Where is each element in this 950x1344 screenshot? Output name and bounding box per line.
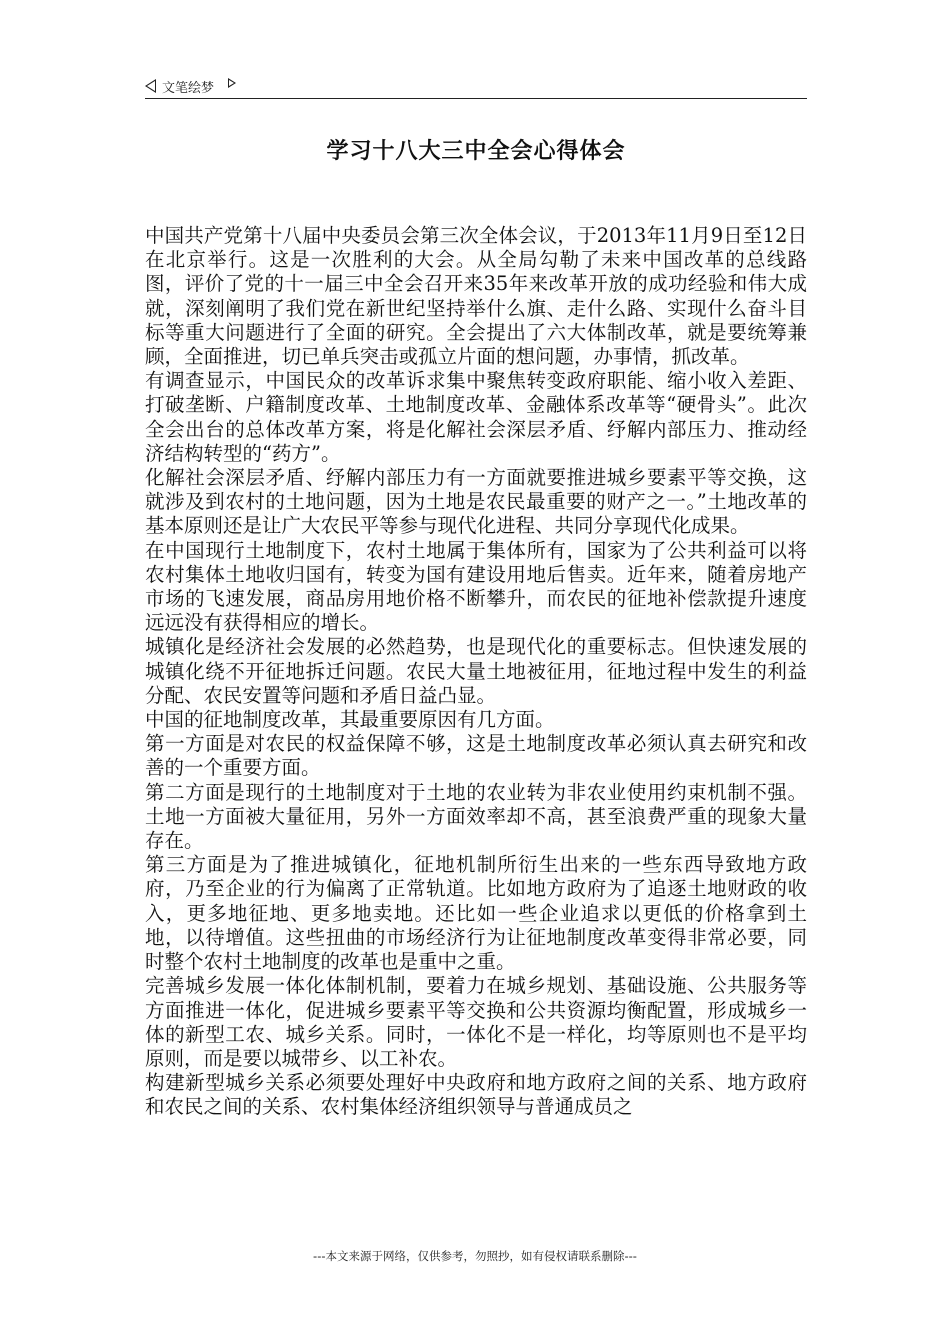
header-divider	[145, 98, 807, 99]
paragraph: 城镇化是经济社会发展的必然趋势，也是现代化的重要标志。但快速发展的城镇化绕不开征地拆迁问题。农民大量土地被征用，征地过程中发生的利益分配、农民安置等问题和矛盾日益凸显。	[145, 635, 807, 707]
triangle-left-icon	[145, 79, 156, 93]
document-body	[145, 224, 807, 1120]
paragraph: 完善城乡发展一体化体制机制，要着力在城乡规划、基础设施、公共服务等方面推进一体化，促进城乡要素平等交换和公共资源均衡配置，形成城乡一体的新型工农、城乡关系。同时，一体化不是一样化，均等原则也不是平均原则，而是要以城带乡、以工补农。	[145, 974, 807, 1070]
paragraph: 第一方面是对农民的权益保障不够，这是土地制度改革必须认真去研究和改善的一个重要方面。	[145, 732, 807, 780]
triangle-right-icon	[228, 78, 236, 88]
paragraph: 在中国现行土地制度下，农村土地属于集体所有，国家为了公共利益可以将农村集体土地收归国有，转变为国有建设用地后售卖。近年来，随着房地产市场的飞速发展，商品房用地价格不断攀升，而农民的征地补偿款提升速度远远没有获得相应的增长。	[145, 538, 807, 635]
header-brand: 文笔绘梦	[162, 80, 215, 96]
paragraph: 有调查显示，中国民众的改革诉求集中聚焦转变政府职能、缩小收入差距、打破垄断、户籍制度改革、土地制度改革、金融体系改革等“硬骨头”。此次全会出台的总体改革方案，将是化解社会深层矛盾、纾解内部压力、推动经济结构转型的“药方”。	[145, 369, 807, 465]
paragraph: 第三方面是为了推进城镇化，征地机制所衍生出来的一些东西导致地方政府，乃至企业的行为偏离了正常轨道。比如地方政府为了追逐土地财政的收入，更多地征地、更多地卖地。还比如一些企业追求以更低的价格拿到土地，以待增值。这些扭曲的市场经济行为让征地制度改革变得非常必要，同时整个农村土地制度的改革也是重中之重。	[145, 853, 807, 974]
page-header	[145, 74, 807, 98]
paragraph: 第二方面是现行的土地制度对于土地的农业转为非农业使用约束机制不强。土地一方面被大量征用，另外一方面效率却不高，甚至浪费严重的现象大量存在。	[145, 780, 807, 853]
paragraph: 中国共产党第十八届中央委员会第三次全体会议，于2013年11月9日至12日在北京举行。这是一次胜利的大会。从全局勾勒了未来中国改革的总线路图，评价了党的十一届三中全会召开来35年来改革开放的成功经验和伟大成就，深刻阐明了我们党在新世纪坚持举什么旗、走什么路、实现什么奋斗目标等重大问题进行了全面的研究。全会提出了六大体制改革，就是要统筹兼顾，全面推进，切已单兵突击或孤立片面的想问题，办事情，抓改革。	[145, 224, 807, 369]
document-title: 学习十八大三中全会心得体会	[326, 139, 626, 164]
paragraph: 化解社会深层矛盾、纾解内部压力有一方面就要推进城乡要素平等交换，这就涉及到农村的土地问题，因为土地是农民最重要的财产之一。”土地改革的基本原则还是让广大农民平等参与现代化进程、共同分享现代化成果。	[145, 466, 807, 538]
page-footer: ---本文来源于网络，仅供参考，勿照抄，如有侵权请联系删除---	[313, 1249, 637, 1263]
paragraph: 中国的征地制度改革，其最重要原因有几方面。	[145, 708, 555, 732]
paragraph: 构建新型城乡关系必须要处理好中央政府和地方政府之间的关系、地方政府和农民之间的关系、农村集体经济组织领导与普通成员之	[145, 1071, 807, 1119]
